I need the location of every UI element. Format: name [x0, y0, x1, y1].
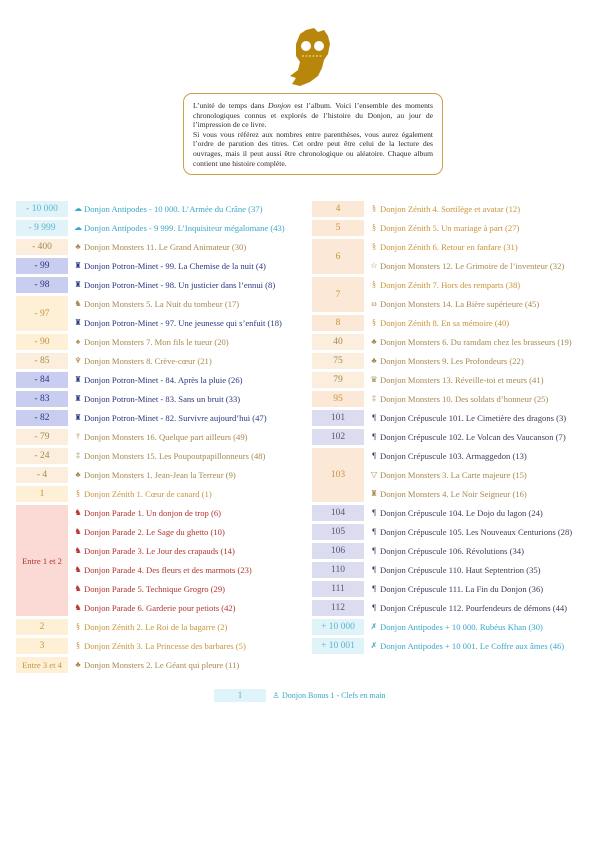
album-title: Donjon Monsters 8. Crève-cœur (21) — [84, 356, 212, 366]
album-entry — [370, 619, 597, 635]
album-title: Donjon Zénith 8. En sa mémoire (40) — [380, 318, 510, 328]
timeline-cell: - 90 — [16, 334, 68, 350]
album-entry — [74, 619, 306, 635]
timeline-group — [312, 315, 597, 331]
album-title: Donjon Monsters 11. Le Grand Animateur (30) — [84, 242, 247, 252]
album-list — [364, 562, 597, 578]
zenith-figure-icon: § — [372, 223, 376, 232]
album-list — [364, 334, 597, 350]
antipodes-x-icon: ✗ — [370, 641, 378, 650]
monsters-figure-icon: ♆ — [74, 356, 82, 365]
timeline-group — [312, 201, 597, 217]
right-timeline-column — [312, 201, 597, 657]
album-entry — [370, 201, 597, 217]
bonus-row — [214, 689, 386, 702]
parade-figure-icon: ♞ — [74, 508, 82, 517]
album-entry — [370, 486, 597, 502]
monsters-triangle-icon: ▽ — [370, 470, 378, 479]
timeline-cell: - 82 — [16, 410, 68, 426]
album-title: Donjon Zénith 2. Le Roi de la bagarre (2) — [84, 622, 228, 632]
album-title: Donjon Monsters 13. Réveille-toi et meurs (41) — [380, 375, 544, 385]
album-entry — [74, 524, 306, 540]
album-title: Donjon Monsters 9. Les Profondeurs (22) — [380, 356, 524, 366]
zenith-figure-icon: § — [76, 622, 80, 631]
potron-figure-icon: ♜ — [74, 375, 82, 384]
timeline-cell: 95 — [312, 391, 364, 407]
album-title: Donjon Parade 4. Des fleurs et des marmots (23) — [84, 565, 252, 575]
crepuscule-figure-icon: ¶ — [372, 432, 376, 441]
album-entry — [74, 486, 306, 502]
album-title: Donjon Monsters 16. Quelque part ailleurs (49) — [84, 432, 248, 442]
album-list — [364, 391, 597, 407]
album-entry — [74, 277, 306, 293]
album-list — [364, 543, 597, 559]
timeline-group — [312, 353, 597, 369]
monsters-figure-icon: ♞ — [74, 299, 82, 308]
timeline-cell: 4 — [312, 201, 364, 217]
album-title: Donjon Monsters 3. La Carte majeure (15) — [380, 470, 527, 480]
timeline-cell: + 10 001 — [312, 638, 364, 654]
album-entry — [74, 315, 306, 331]
timeline-group — [16, 410, 306, 426]
album-list — [364, 429, 597, 445]
album-title: Donjon Crépuscule 101. Le Cimetière des dragons (3) — [380, 413, 567, 423]
potron-figure-icon: ♜ — [74, 318, 82, 327]
album-entry — [74, 239, 306, 255]
timeline-group — [16, 505, 306, 616]
album-entry — [74, 638, 306, 654]
album-list — [364, 638, 597, 654]
timeline-group — [312, 239, 597, 274]
album-entry — [370, 372, 597, 388]
timeline-cell: 2 — [16, 619, 68, 635]
album-list — [364, 505, 597, 521]
album-entry — [370, 315, 597, 331]
timeline-cell: 5 — [312, 220, 364, 236]
crepuscule-figure-icon: ¶ — [372, 413, 376, 422]
timeline-cell: 79 — [312, 372, 364, 388]
timeline-cell: - 24 — [16, 448, 68, 464]
album-list — [364, 372, 597, 388]
timeline-group — [312, 277, 597, 312]
timeline-group — [16, 372, 306, 388]
parade-figure-icon: ♞ — [74, 546, 82, 555]
album-title: Donjon Crépuscule 105. Les Nouveaux Centurions (28) — [380, 527, 573, 537]
album-list — [364, 581, 597, 597]
album-list — [364, 600, 597, 616]
album-list — [68, 220, 306, 236]
monsters-figure-icon: ♣ — [75, 660, 81, 669]
album-list — [68, 334, 306, 350]
album-title: Donjon Crépuscule 111. La Fin du Donjon (36) — [380, 584, 544, 594]
album-list — [68, 277, 306, 293]
timeline-cell: 103 — [312, 448, 364, 502]
album-entry — [74, 448, 306, 464]
monsters-figure-icon: ♣ — [75, 470, 81, 479]
monsters-figure-icon: ♠ — [75, 337, 81, 346]
album-title: Donjon Crépuscule 102. Le Volcan des Vaucanson (7) — [380, 432, 566, 442]
album-entry — [370, 543, 597, 559]
album-list — [68, 505, 306, 616]
album-entry — [370, 239, 597, 255]
album-entry — [74, 543, 306, 559]
timeline-cell: - 10 000 — [16, 201, 68, 217]
album-title: Donjon Parade 5. Technique Grogro (29) — [84, 584, 225, 594]
zenith-figure-icon: § — [76, 641, 80, 650]
timeline-cell: 101 — [312, 410, 364, 426]
timeline-group — [16, 619, 306, 635]
album-title: Donjon Crépuscule 110. Haut Septentrion (35) — [380, 565, 541, 575]
timeline-group — [312, 448, 597, 502]
zenith-figure-icon: § — [372, 280, 376, 289]
album-list — [364, 410, 597, 426]
album-entry — [370, 334, 597, 350]
timeline-cell: - 9 999 — [16, 220, 68, 236]
album-entry — [74, 562, 306, 578]
potron-figure-icon: ♜ — [74, 261, 82, 270]
album-title: Donjon Crépuscule 106. Révolutions (34) — [380, 546, 524, 556]
timeline-group — [312, 372, 597, 388]
timeline-group — [16, 201, 306, 217]
zenith-figure-icon: § — [76, 489, 80, 498]
album-list — [364, 220, 597, 236]
left-timeline-column — [16, 201, 306, 676]
album-title: Donjon Monsters 5. La Nuit du tombeur (17) — [84, 299, 240, 309]
album-entry — [266, 689, 386, 702]
album-entry — [74, 372, 306, 388]
timeline-cell: Entre 3 et 4 — [16, 657, 68, 673]
album-entry — [370, 562, 597, 578]
album-list — [68, 372, 306, 388]
zenith-figure-icon: § — [372, 318, 376, 327]
album-title: Donjon Potron-Minet - 83. Sans un bruit (33) — [84, 394, 241, 404]
album-title: Donjon Antipodes - 9 999. L’Inquisiteur mégalomane (43) — [84, 223, 285, 233]
album-entry — [74, 220, 306, 236]
album-list — [68, 657, 306, 673]
album-entry — [370, 505, 597, 521]
monsters-star-icon: ☆ — [370, 261, 378, 270]
timeline-group — [312, 581, 597, 597]
album-list — [68, 258, 306, 274]
timeline-cell: + 10 000 — [312, 619, 364, 635]
parade-figure-icon: ♞ — [74, 603, 82, 612]
album-entry — [74, 353, 306, 369]
album-entry — [74, 467, 306, 483]
album-title: Donjon Monsters 15. Les Poupoutpapillonneurs (48) — [84, 451, 266, 461]
album-list — [68, 486, 306, 502]
album-title: Donjon Monsters 6. Du ramdam chez les brasseurs (19) — [380, 337, 572, 347]
album-list — [364, 524, 597, 540]
timeline-group — [16, 353, 306, 369]
timeline-group — [312, 220, 597, 236]
timeline-group — [16, 296, 306, 331]
album-list — [68, 429, 306, 445]
album-entry — [370, 429, 597, 445]
timeline-group — [16, 467, 306, 483]
timeline-group — [16, 391, 306, 407]
monsters-figure-icon: ‡ — [76, 451, 80, 460]
monsters-figure-icon: ♣ — [75, 242, 81, 251]
antipodes-x-icon: ✗ — [370, 622, 378, 631]
monsters-figure-icon: ‡ — [372, 394, 376, 403]
timeline-group — [16, 429, 306, 445]
album-title: Donjon Crépuscule 112. Pourfendeurs de démons (44) — [380, 603, 568, 613]
album-list — [364, 239, 597, 274]
monsters-figure-icon: ♣ — [371, 337, 377, 346]
timeline-group — [16, 486, 306, 502]
timeline-cell: 111 — [312, 581, 364, 597]
timeline-group — [312, 391, 597, 407]
album-title: Donjon Monsters 4. Le Noir Seigneur (16) — [380, 489, 527, 499]
album-list — [364, 315, 597, 331]
timeline-cell: - 97 — [16, 296, 68, 331]
timeline-cell: 105 — [312, 524, 364, 540]
crepuscule-figure-icon: ¶ — [372, 565, 376, 574]
album-title: Donjon Monsters 2. Le Géant qui pleure (11) — [84, 660, 240, 670]
album-entry — [74, 334, 306, 350]
timeline-group — [16, 258, 306, 274]
timeline-cell: 112 — [312, 600, 364, 616]
timeline-cell: 102 — [312, 429, 364, 445]
timeline-cell: 104 — [312, 505, 364, 521]
monsters-figure-icon: ♛ — [370, 375, 378, 384]
album-entry — [74, 410, 306, 426]
timeline-cell: - 4 — [16, 467, 68, 483]
crepuscule-figure-icon: ¶ — [372, 584, 376, 593]
album-entry — [370, 220, 597, 236]
timeline-group — [16, 448, 306, 464]
timeline-group — [312, 600, 597, 616]
timeline-cell: 8 — [312, 315, 364, 331]
timeline-cell: - 98 — [16, 277, 68, 293]
album-title: Donjon Antipodes - 10 000. L’Armée du Crâne (37) — [84, 204, 263, 214]
parade-figure-icon: ♞ — [74, 584, 82, 593]
album-title: Donjon Zénith 6. Retour en fanfare (31) — [380, 242, 518, 252]
timeline-group — [312, 429, 597, 445]
album-title: Donjon Zénith 1. Cœur de canard (1) — [84, 489, 212, 499]
album-entry — [370, 410, 597, 426]
album-title: Donjon Parade 2. Le Sage du ghetto (10) — [84, 527, 225, 537]
antipodes-cloud-icon: ☁ — [74, 204, 82, 213]
album-title: Donjon Zénith 3. La Princesse des barbares (5) — [84, 641, 246, 651]
album-list — [68, 619, 306, 635]
timeline-group — [16, 638, 306, 654]
timeline-cell: 6 — [312, 239, 364, 274]
timeline-group — [16, 239, 306, 255]
album-entry — [74, 600, 306, 616]
album-entry — [370, 448, 597, 464]
monsters-figure-icon: † — [76, 432, 80, 441]
album-entry — [74, 581, 306, 597]
album-list — [364, 448, 597, 502]
timeline-cell: 1 — [16, 486, 68, 502]
bonus-figure-icon: ♙ — [272, 691, 280, 700]
timeline-cell: - 85 — [16, 353, 68, 369]
album-title: Donjon Monsters 12. Le Grimoire de l’inventeur (32) — [380, 261, 565, 271]
timeline-cell: - 84 — [16, 372, 68, 388]
album-title: Donjon Bonus 1 - Clefs en main — [282, 691, 386, 700]
parade-figure-icon: ♞ — [74, 565, 82, 574]
album-title: Donjon Antipodes + 10 000. Rubéus Khan (30) — [380, 622, 543, 632]
timeline-group — [312, 410, 597, 426]
parade-figure-icon: ♞ — [74, 527, 82, 536]
potron-figure-icon: ♜ — [74, 413, 82, 422]
timeline-group — [312, 505, 597, 521]
timeline-group — [312, 619, 597, 635]
album-title: Donjon Antipodes + 10 001. Le Coffre aux âmes (46) — [380, 641, 565, 651]
timeline-cell: 75 — [312, 353, 364, 369]
timeline-group — [16, 334, 306, 350]
crepuscule-figure-icon: ¶ — [372, 603, 376, 612]
timeline-group — [312, 638, 597, 654]
crepuscule-figure-icon: ¶ — [372, 508, 376, 517]
timeline-group — [16, 277, 306, 293]
album-title: Donjon Parade 1. Un donjon de trop (6) — [84, 508, 221, 518]
potron-figure-icon: ♜ — [74, 280, 82, 289]
timeline-group — [312, 524, 597, 540]
timeline-cell: 7 — [312, 277, 364, 312]
album-entry — [370, 638, 597, 654]
timeline-cell: 106 — [312, 543, 364, 559]
album-entry — [370, 600, 597, 616]
album-list — [68, 410, 306, 426]
timeline-cell: - 83 — [16, 391, 68, 407]
album-entry — [74, 657, 306, 673]
album-entry — [370, 277, 597, 293]
album-title: Donjon Potron-Minet - 98. Un justicier dans l’ennui (8) — [84, 280, 276, 290]
album-entry — [74, 505, 306, 521]
album-title: Donjon Parade 3. Le Jour des crapauds (14) — [84, 546, 235, 556]
timeline-group — [16, 657, 306, 673]
album-list — [364, 353, 597, 369]
album-title: Donjon Potron-Minet - 97. Une jeunesse qui s’enfuit (18) — [84, 318, 282, 328]
timeline-group — [312, 562, 597, 578]
album-list — [68, 353, 306, 369]
crepuscule-figure-icon: ¶ — [372, 527, 376, 536]
donjon-skull-logo-icon — [284, 26, 340, 88]
album-entry — [74, 429, 306, 445]
antipodes-cloud-icon: ☁ — [74, 223, 82, 232]
album-entry — [370, 467, 597, 483]
album-title: Donjon Potron-Minet - 82. Survivre aujourd’hui (47) — [84, 413, 267, 423]
album-list — [68, 448, 306, 464]
timeline-cell: - 400 — [16, 239, 68, 255]
album-list — [364, 201, 597, 217]
timeline-group — [312, 543, 597, 559]
monsters-figure-icon: ω — [371, 299, 377, 308]
album-entry — [370, 524, 597, 540]
intro-text-box — [183, 93, 443, 175]
album-list — [68, 239, 306, 255]
album-entry — [370, 581, 597, 597]
intro-paragraph-2: Si vous vous référez aux nombres entre parenthèses, vous aurez également l’ordre de parution des titres. Cet ordre peut être celui de la lecture des ouvrages, mais il peut aussi être chronologique ou aléatoire. Chaque album contient une histoire complète. — [193, 129, 433, 168]
monsters-figure-icon: ♣ — [371, 356, 377, 365]
timeline-cell: 1 — [214, 689, 266, 702]
album-list — [68, 296, 306, 331]
intro-paragraph-1: L’unité de temps dans Donjon est l’album. Voici l’ensemble des moments chronologiques connus et explorés de l’histoire du Donjon, au jour de l’impression de ce livre. — [193, 101, 433, 130]
album-list — [68, 467, 306, 483]
album-entry — [370, 258, 597, 274]
crepuscule-figure-icon: ¶ — [372, 546, 376, 555]
album-entry — [74, 391, 306, 407]
potron-figure-icon: ♜ — [74, 394, 82, 403]
album-list — [68, 391, 306, 407]
album-title: Donjon Monsters 7. Mon fils le tueur (20) — [84, 337, 229, 347]
timeline-cell: Entre 1 et 2 — [16, 505, 68, 616]
album-title: Donjon Zénith 4. Sortilège et avatar (12) — [380, 204, 521, 214]
album-entry — [74, 201, 306, 217]
album-title: Donjon Zénith 7. Hors des remparts (38) — [380, 280, 521, 290]
album-title: Donjon Monsters 1. Jean-Jean la Terreur (9) — [84, 470, 236, 480]
timeline-cell: - 99 — [16, 258, 68, 274]
album-entry — [370, 296, 597, 312]
timeline-group — [16, 220, 306, 236]
album-entry — [74, 296, 306, 312]
album-entry — [370, 353, 597, 369]
crepuscule-figure-icon: ¶ — [372, 451, 376, 460]
album-title: Donjon Zénith 5. Un mariage à part (27) — [380, 223, 520, 233]
monsters-figure-icon: ♜ — [370, 489, 378, 498]
timeline-cell: 40 — [312, 334, 364, 350]
album-list — [364, 277, 597, 312]
album-title: Donjon Parade 6. Garderie pour petiots (42) — [84, 603, 236, 613]
timeline-cell: 3 — [16, 638, 68, 654]
album-list — [68, 201, 306, 217]
album-title: Donjon Monsters 14. La Bière supérieure (45) — [380, 299, 540, 309]
album-list — [68, 638, 306, 654]
album-title: Donjon Crépuscule 104. Le Dojo du lagon (24) — [380, 508, 543, 518]
album-entry — [370, 391, 597, 407]
zenith-figure-icon: § — [372, 204, 376, 213]
timeline-cell: 110 — [312, 562, 364, 578]
timeline-group — [312, 334, 597, 350]
album-list — [364, 619, 597, 635]
album-title: Donjon Potron-Minet - 99. La Chemise de la nuit (4) — [84, 261, 266, 271]
album-title: Donjon Crépuscule 103. Armaggedon (13) — [380, 451, 527, 461]
timeline-cell: - 79 — [16, 429, 68, 445]
album-title: Donjon Potron-Minet - 84. Après la pluie (26) — [84, 375, 243, 385]
album-entry — [74, 258, 306, 274]
album-title: Donjon Monsters 10. Des soldats d’honneur (25) — [380, 394, 549, 404]
zenith-figure-icon: § — [372, 242, 376, 251]
